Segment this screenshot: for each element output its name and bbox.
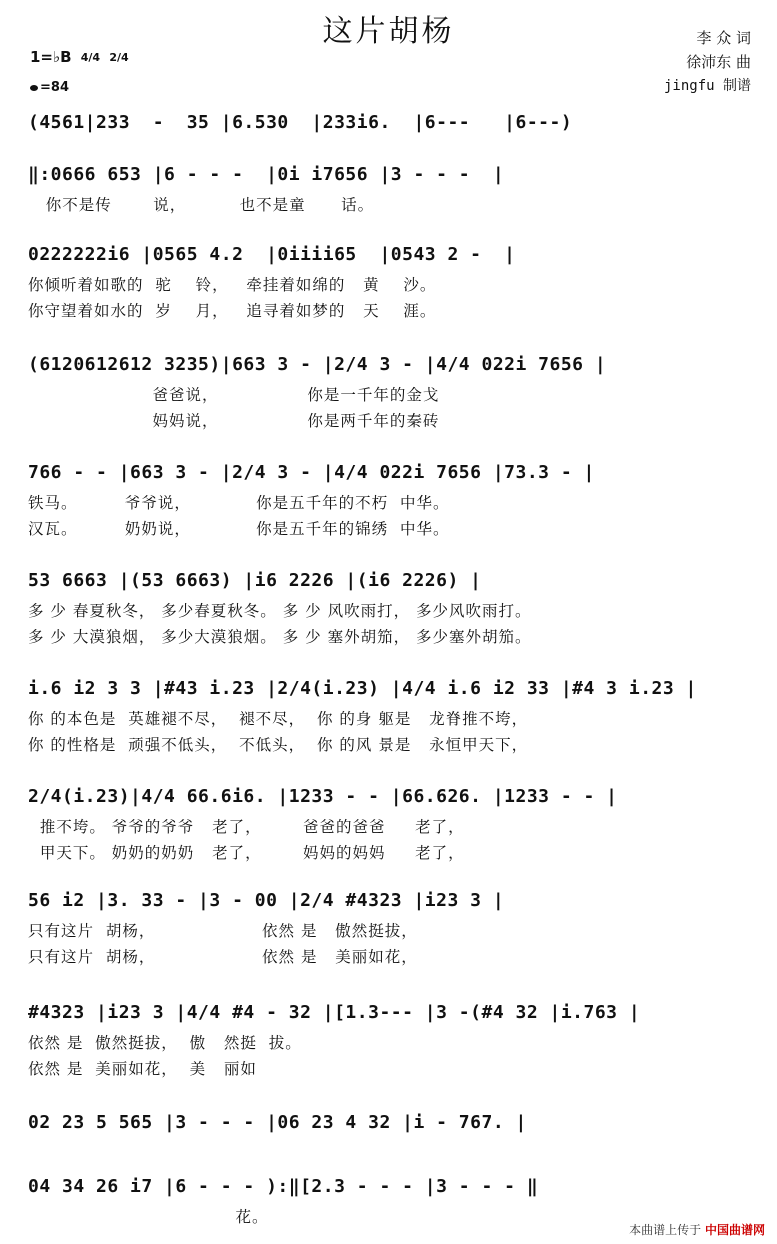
arranger: jingfu 制谱 xyxy=(663,78,751,94)
system-3 xyxy=(28,238,752,324)
lyric-line-1: 只有这片 胡杨， 依然 是 傲然挺拔， xyxy=(28,922,418,940)
system-6 xyxy=(28,564,752,650)
notes-line: 0222222i6 |0565 4.2 |0iiii65 |0543 2 - | xyxy=(28,244,516,265)
tempo-marking xyxy=(30,80,69,95)
lyric-line-1: 推不垮。 爷爷的爷爷 老了， 爸爸的爸爸 老了， xyxy=(28,818,465,836)
lyric-line-1: 依然 是 傲然挺拔， 傲 然挺 拔。 xyxy=(28,1034,302,1052)
lyric-line-1: 爸爸说， 你是一千年的金戈 xyxy=(28,386,440,404)
system-8 xyxy=(28,780,752,866)
system-11 xyxy=(28,1106,752,1140)
notes-line: (4561|233 - 35 |6.530 |233i6. |6--- |6---) xyxy=(28,112,573,133)
system-4 xyxy=(28,348,752,434)
system-1 xyxy=(28,106,752,140)
lyric-line-2: 多 少 大漠狼烟， 多少大漠狼烟。 多 少 塞外胡笳， 多少塞外胡笳。 xyxy=(28,628,532,646)
lyric-line-2: 甲天下。 奶奶的奶奶 老了， 妈妈的妈妈 老了， xyxy=(28,844,465,862)
lyric-line-2: 你 的性格是 顽强不低头， 不低头， 你 的风 景是 永恒甲天下， xyxy=(28,736,529,754)
notes-line: 04 34 26 i7 |6 - - - ):‖[2.3 - - - |3 - - - ‖ xyxy=(28,1176,539,1197)
site-logo[interactable]: 中国曲谱网 xyxy=(704,1223,765,1237)
notes-line: #4323 |i23 3 |4/4 #4 - 32 |[1.3--- |3 -(#4 32 |i.763 | xyxy=(28,1002,641,1023)
notes-line: ‖:0666 653 |6 - - - |0i i7656 |3 - - - | xyxy=(28,164,505,185)
lyric-line-1: 你倾听着如歌的 驼 铃， 牵挂着如绵的 黄 沙。 xyxy=(28,276,437,294)
system-9 xyxy=(28,884,752,970)
notes-line: i.6 i2 3 3 |#43 i.23 |2/4(i.23) |4/4 i.6 i2 33 |#4 3 i.23 | xyxy=(28,678,697,699)
notes-line: 53 6663 |(53 6663) |i6 2226 |(i6 2226) | xyxy=(28,570,482,591)
key-signature xyxy=(30,48,129,66)
notes-line: 2/4(i.23)|4/4 66.6i6. |1233 - - |66.626. |1233 - - | xyxy=(28,786,618,807)
upload-text: 本曲谱上传于 xyxy=(629,1223,702,1237)
tempo-text: =84 xyxy=(40,80,69,95)
notes-line: (6120612612 3235)|663 3 - |2/4 3 - |4/4 022i 7656 | xyxy=(28,354,607,375)
lyric-line-1: 你不是传 说， 也不是童 话。 xyxy=(28,196,375,214)
lyric-line-2: 妈妈说， 你是两千年的秦砖 xyxy=(28,412,440,430)
key-text: 1=♭B xyxy=(30,48,72,66)
system-7 xyxy=(28,672,752,758)
composer: 徐沛东 曲 xyxy=(686,53,751,71)
quarter-note-icon xyxy=(30,85,38,91)
upload-credit xyxy=(629,1221,765,1238)
time-signature-a: 4/4 xyxy=(80,51,101,64)
time-signature-b: 2/4 xyxy=(109,51,129,64)
system-10 xyxy=(28,996,752,1082)
lyric-line-2: 你守望着如水的 岁 月， 追寻着如梦的 天 涯。 xyxy=(28,302,437,320)
lyric-line-2: 依然 是 美丽如花， 美 丽如 xyxy=(28,1060,257,1078)
lyric-line-2: 汉瓦。 奶奶说， 你是五千年的锦绣 中华。 xyxy=(28,520,450,538)
lyric-line-1: 铁马。 爷爷说， 你是五千年的不朽 中华。 xyxy=(28,494,450,512)
lyric-line-2: 只有这片 胡杨， 依然 是 美丽如花， xyxy=(28,948,418,966)
notes-line: 02 23 5 565 |3 - - - |06 23 4 32 |i - 767. | xyxy=(28,1112,527,1133)
lyric-line-1: 花。 xyxy=(28,1208,269,1226)
lyric-line-1: 你 的本色是 英雄褪不尽， 褪不尽， 你 的身 躯是 龙脊推不垮， xyxy=(28,710,529,728)
system-2 xyxy=(28,158,752,218)
credits xyxy=(664,26,751,98)
lyricist: 李 众 词 xyxy=(696,29,751,47)
lyric-line-1: 多 少 春夏秋冬， 多少春夏秋冬。 多 少 风吹雨打， 多少风吹雨打。 xyxy=(28,602,532,620)
system-5 xyxy=(28,456,752,542)
notes-line: 766 - - |663 3 - |2/4 3 - |4/4 022i 7656 |73.3 - | xyxy=(28,462,595,483)
notes-line: 56 i2 |3. 33 - |3 - 00 |2/4 #4323 |i23 3 | xyxy=(28,890,505,911)
song-title: 这片胡杨 xyxy=(322,14,455,49)
